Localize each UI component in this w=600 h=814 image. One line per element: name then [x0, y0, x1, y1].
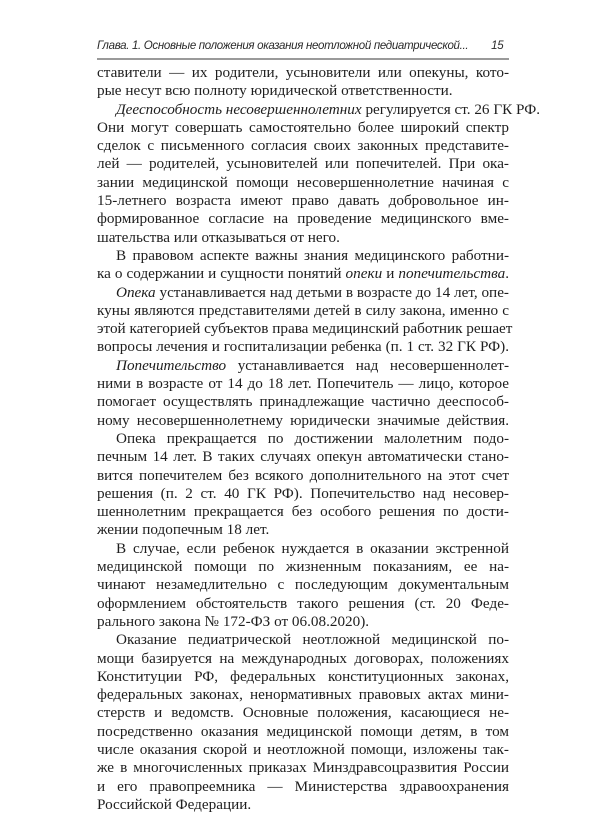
text-line: В правовом аспекте важны знания медицинского работни- [116, 246, 509, 264]
running-header [97, 36, 509, 58]
text-line: мощи базируется на международных договорах, положениях [97, 649, 509, 667]
page-number: 15 [491, 38, 504, 52]
text-line: ними в возрасте от 14 до 18 лет. Попечитель — лицо, которое [97, 375, 509, 393]
text-run: устанавливается над несовершеннолет- [226, 356, 509, 374]
italic-term: Попечительство [116, 356, 227, 374]
paragraph-8 [97, 631, 509, 814]
text-line: Конституции РФ, федеральных конституционных законах, [97, 667, 509, 685]
text-line [97, 265, 509, 283]
text-line: этой категорией субъектов права медицинский работник решает [97, 320, 513, 338]
text-line: рые несут всю полноту юридической ответственности. [97, 82, 453, 100]
text-line [97, 100, 541, 119]
text-run: . [505, 265, 509, 283]
text-line: Опека прекращается по достижении малолетним подо- [116, 429, 509, 447]
text-line: оформлением обстоятельств такого решения (ст. 20 Феде- [97, 594, 509, 612]
text-line: вится попечителем без всякого дополнительного на этот счет [97, 466, 509, 484]
paragraph-5 [97, 357, 509, 430]
text-line: Российской Федерации. [97, 795, 252, 813]
text-line: федеральных законах, ненормативных правовых актах мини- [97, 686, 509, 704]
italic-term: Дееспособность несовершеннолетних [116, 100, 362, 118]
paragraph-7 [97, 540, 509, 631]
text-line: чинают незамедлительно с последующим документальным [97, 576, 509, 594]
text-line: же в многочисленных приказах Минздравсоцразвития России [97, 759, 509, 777]
text-line: Оказание педиатрической неотложной медицинской по- [116, 631, 509, 649]
text-line: ставители — их родители, усыновители или опекуны, кото- [97, 64, 509, 81]
italic-term: опеки [345, 265, 383, 283]
text-line: 15-летнего возраста имеют право давать добровольное ин- [97, 192, 509, 210]
text-line [97, 284, 509, 302]
text-run: устанавливается над детьми в возрасте до 14 лет, опе- [155, 283, 509, 301]
text-line: жении подопечным 18 лет. [97, 521, 270, 539]
text-line [97, 357, 509, 375]
paragraph-1 [97, 64, 509, 101]
text-line: помогает осуществлять принадлежащие частично дееспособ- [97, 393, 509, 411]
text-run: регулируется ст. 26 ГК РФ. [361, 100, 541, 118]
text-line: формированное согласие на проведение медицинского вме- [97, 210, 509, 228]
text-line: сделок с письменного согласия своих законных представите- [97, 137, 509, 155]
text-line: посредственно оказания медицинской помощи детям, в том [97, 722, 509, 740]
text-line: зании медицинской помощи несовершеннолетние начиная с [97, 173, 509, 191]
text-line: В случае, если ребенок нуждается в оказании экстренной [116, 539, 509, 557]
text-line: рального закона № 172-ФЗ от 06.08.2020). [97, 612, 370, 630]
italic-term: Опека [116, 283, 156, 301]
text-line: ному несовершеннолетнему юридически значимые действия. [97, 411, 509, 429]
text-line: Они могут совершать самостоятельно более широкий спектр [97, 118, 509, 136]
paragraph-4 [97, 283, 513, 357]
text-run: ка о содержании и сущности понятий [97, 265, 346, 283]
text-line: числе оказания скорой и неотложной помощи, изложены так- [97, 740, 509, 758]
paragraph-3 [97, 247, 509, 284]
text-line: лей — родителей, усыновителей или попечителей. При ока- [97, 155, 509, 173]
paragraph-6 [97, 430, 509, 540]
paragraph-2 [97, 100, 541, 247]
chapter-title: Глава. 1. Основные положения оказания неотложной педиатрической... [97, 38, 469, 52]
text-line: куны являются представителями детей в силу закона, именно с [97, 301, 509, 319]
text-line: шеннолетним прекращается без особого решения по дости- [97, 503, 509, 521]
book-page [97, 36, 541, 814]
text-line: решения (п. 2 ст. 40 ГК РФ). Попечительство над несовер- [97, 484, 509, 502]
header-rule [97, 58, 509, 60]
text-line: медицинской помощи по жизненным показаниям, ее на- [97, 558, 509, 576]
body-text [97, 64, 541, 814]
text-line: печным 14 лет. В таких случаях опекун автоматически стано- [97, 448, 509, 466]
italic-term: попечительства [398, 265, 506, 283]
text-line: шательства или отказываться от него. [97, 228, 340, 246]
text-line: стерств и ведомств. Основные положения, касающиеся не- [97, 704, 509, 722]
text-line: вопросы лечения и госпитализации ребенка (п. 1 ст. 32 ГК РФ). [97, 338, 509, 356]
text-line: и его правопреемника — Министерства здравоохранения [97, 777, 509, 795]
text-run: и [382, 265, 399, 283]
